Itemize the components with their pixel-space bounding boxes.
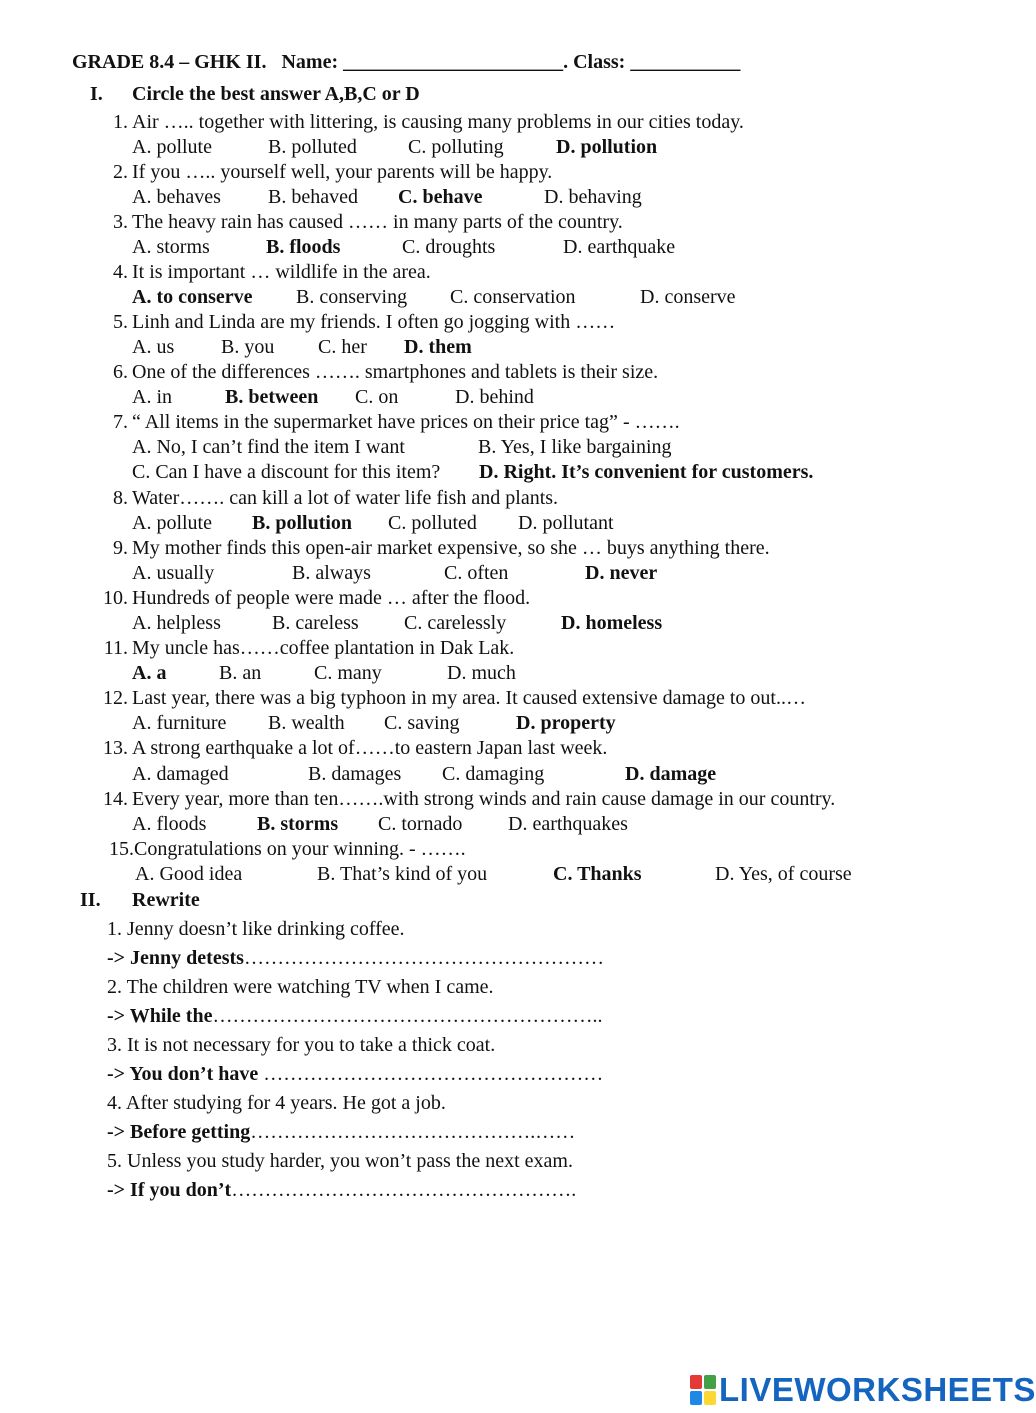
rewrite-blank[interactable]: …………………………………………… bbox=[263, 1063, 604, 1085]
name-label: Name: bbox=[281, 51, 339, 73]
answer-option[interactable]: C. polluting bbox=[408, 136, 504, 158]
answer-option[interactable]: B. polluted bbox=[268, 136, 357, 158]
answer-option[interactable]: D. behaving bbox=[544, 186, 642, 208]
answer-option[interactable]: A. in bbox=[132, 386, 172, 408]
answer-option[interactable]: A. pollute bbox=[132, 512, 212, 534]
question-text: Hundreds of people were made … after the flood. bbox=[132, 587, 531, 609]
question-text: My uncle has……coffee plantation in Dak Lak. bbox=[132, 637, 515, 659]
question-number: 10. bbox=[103, 587, 128, 609]
question-number: 15. bbox=[109, 838, 134, 860]
question-text: My mother finds this open-air market expensive, so she … buys anything there. bbox=[132, 537, 770, 559]
answer-option[interactable]: D. earthquake bbox=[563, 236, 676, 258]
question-text: Linh and Linda are my friends. I often go jogging with …… bbox=[132, 311, 616, 333]
answer-option[interactable]: C. droughts bbox=[402, 236, 496, 258]
rewrite-answer-line[interactable] bbox=[107, 1004, 602, 1028]
question-number: 13. bbox=[103, 737, 128, 759]
logo-mark-icon bbox=[690, 1375, 716, 1405]
answer-option[interactable]: C. her bbox=[318, 336, 367, 358]
answer-option[interactable]: A. us bbox=[132, 336, 175, 358]
section-2-numeral: II. bbox=[80, 889, 101, 911]
answer-option[interactable]: C. Can I have a discount for this item? bbox=[132, 461, 441, 483]
answer-option[interactable]: C. often bbox=[444, 562, 509, 584]
question-number: 7. bbox=[113, 411, 128, 433]
rewrite-start: -> You don’t have bbox=[107, 1063, 264, 1085]
section-1-numeral: I. bbox=[90, 83, 103, 105]
answer-option-correct[interactable]: B. floods bbox=[266, 236, 341, 258]
answer-option[interactable]: C. carelessly bbox=[404, 612, 507, 634]
question-number: 8. bbox=[113, 487, 128, 509]
answer-option[interactable]: A. storms bbox=[132, 236, 210, 258]
worksheet-header bbox=[72, 50, 740, 74]
answer-option[interactable]: A. Good idea bbox=[135, 863, 243, 885]
rewrite-start: -> If you don’t bbox=[107, 1179, 232, 1201]
answer-option[interactable]: A. helpless bbox=[132, 612, 221, 634]
rewrite-start: -> Jenny detests bbox=[107, 947, 244, 969]
name-blank[interactable]: ______________________ bbox=[343, 51, 564, 73]
question-number: 12. bbox=[103, 687, 128, 709]
rewrite-prompt: 5. Unless you study harder, you won’t pass the next exam. bbox=[107, 1150, 573, 1172]
question-number: 14. bbox=[103, 788, 128, 810]
question-number: 3. bbox=[113, 211, 128, 233]
question-text: Every year, more than ten…….with strong winds and rain cause damage in our country. bbox=[132, 788, 836, 810]
answer-option-correct[interactable]: C. behave bbox=[398, 186, 483, 208]
answer-option[interactable]: C. saving bbox=[384, 712, 460, 734]
rewrite-answer-line[interactable] bbox=[107, 1062, 603, 1086]
answer-option-correct[interactable]: D. homeless bbox=[561, 612, 663, 634]
answer-option[interactable]: C. conservation bbox=[450, 286, 576, 308]
answer-option[interactable]: B. That’s kind of you bbox=[317, 863, 488, 885]
answer-option-correct[interactable]: D. Right. It’s convenient for customers. bbox=[479, 461, 814, 483]
rewrite-blank[interactable]: …………………………………….…… bbox=[250, 1121, 576, 1143]
question-text: Last year, there was a big typhoon in my area. It caused extensive damage to out..… bbox=[132, 687, 806, 709]
rewrite-answer-line[interactable] bbox=[107, 1178, 576, 1202]
answer-option-correct[interactable]: B. storms bbox=[257, 813, 339, 835]
answer-option[interactable]: D. behind bbox=[455, 386, 534, 408]
answer-option[interactable]: D. Yes, of course bbox=[715, 863, 852, 885]
rewrite-start: -> While the bbox=[107, 1005, 213, 1027]
question-text: It is important … wildlife in the area. bbox=[132, 261, 431, 283]
answer-option[interactable]: A. floods bbox=[132, 813, 207, 835]
class-label: . Class: bbox=[563, 51, 626, 73]
answer-option[interactable]: A. damaged bbox=[132, 763, 229, 785]
question-text: Congratulations on your winning. - ……. bbox=[134, 838, 466, 860]
answer-option[interactable]: D. earthquakes bbox=[508, 813, 628, 835]
question-text: If you ….. yourself well, your parents will be happy. bbox=[132, 161, 553, 183]
answer-option[interactable]: D. pollutant bbox=[518, 512, 614, 534]
rewrite-prompt: 4. After studying for 4 years. He got a job. bbox=[107, 1092, 446, 1114]
answer-option[interactable]: A. furniture bbox=[132, 712, 227, 734]
rewrite-prompt: 1. Jenny doesn’t like drinking coffee. bbox=[107, 918, 405, 940]
answer-option-correct[interactable]: A. a bbox=[132, 662, 167, 684]
rewrite-prompt: 2. The children were watching TV when I came. bbox=[107, 976, 494, 998]
question-text: One of the differences ……. smartphones and tablets is their size. bbox=[132, 361, 659, 383]
rewrite-blank[interactable]: ……………………………………………… bbox=[243, 947, 604, 969]
question-number: 5. bbox=[113, 311, 128, 333]
rewrite-answer-line[interactable] bbox=[107, 1120, 575, 1144]
answer-option[interactable]: B. conserving bbox=[296, 286, 408, 308]
answer-option-correct[interactable]: B. between bbox=[225, 386, 319, 408]
rewrite-start: -> Before getting bbox=[107, 1121, 251, 1143]
answer-option[interactable]: B. always bbox=[292, 562, 371, 584]
question-text: Air ….. together with littering, is causing many problems in our cities today. bbox=[132, 111, 744, 133]
answer-option[interactable]: A. behaves bbox=[132, 186, 221, 208]
rewrite-blank[interactable]: ………………………………………………….. bbox=[212, 1005, 603, 1027]
worksheet-title: GRADE 8.4 – GHK II. bbox=[72, 51, 267, 73]
answer-option[interactable]: D. much bbox=[447, 662, 516, 684]
rewrite-prompt: 3. It is not necessary for you to take a thick coat. bbox=[107, 1034, 496, 1056]
answer-option[interactable]: A. No, I can’t find the item I want bbox=[132, 436, 405, 458]
question-text: A strong earthquake a lot of……to eastern Japan last week. bbox=[132, 737, 608, 759]
answer-option[interactable]: B. careless bbox=[272, 612, 359, 634]
answer-option-correct[interactable]: D. damage bbox=[625, 763, 717, 785]
answer-option-correct[interactable]: C. Thanks bbox=[553, 863, 642, 885]
answer-option[interactable]: C. damaging bbox=[442, 763, 545, 785]
question-text: “ All items in the supermarket have prices on their price tag” - ……. bbox=[132, 411, 680, 433]
rewrite-answer-line[interactable] bbox=[107, 946, 604, 970]
answer-option-correct[interactable]: D. property bbox=[516, 712, 616, 734]
question-number: 2. bbox=[113, 161, 128, 183]
answer-option[interactable]: B. wealth bbox=[268, 712, 345, 734]
answer-option-correct[interactable]: D. pollution bbox=[556, 136, 658, 158]
answer-option-correct[interactable]: A. to conserve bbox=[132, 286, 253, 308]
question-number: 11. bbox=[103, 637, 128, 659]
answer-option[interactable]: A. usually bbox=[132, 562, 215, 584]
answer-option[interactable]: B. Yes, I like bargaining bbox=[478, 436, 672, 458]
class-blank[interactable]: ___________ bbox=[630, 51, 741, 73]
answer-option[interactable]: D. conserve bbox=[640, 286, 736, 308]
answer-option[interactable]: C. tornado bbox=[378, 813, 463, 835]
question-number: 4. bbox=[113, 261, 128, 283]
liveworksheets-logo bbox=[690, 1370, 1036, 1410]
answer-option[interactable]: C. many bbox=[314, 662, 382, 684]
section-1-title: Circle the best answer A,B,C or D bbox=[132, 83, 420, 105]
answer-option[interactable]: B. damages bbox=[308, 763, 402, 785]
question-number: 1. bbox=[113, 111, 128, 133]
answer-option-correct[interactable]: B. pollution bbox=[252, 512, 353, 534]
question-text: The heavy rain has caused …… in many parts of the country. bbox=[132, 211, 623, 233]
question-text: Water……. can kill a lot of water life fish and plants. bbox=[132, 487, 559, 509]
answer-option-correct[interactable]: D. them bbox=[404, 336, 472, 358]
logo-text: LIVEWORKSHEETS bbox=[719, 1371, 1036, 1408]
answer-option-correct[interactable]: D. never bbox=[585, 562, 658, 584]
section-2-title: Rewrite bbox=[132, 889, 200, 911]
answer-option[interactable]: C. polluted bbox=[388, 512, 477, 534]
rewrite-blank[interactable]: ……………………………………………. bbox=[231, 1179, 577, 1201]
question-number: 9. bbox=[113, 537, 128, 559]
answer-option[interactable]: C. on bbox=[355, 386, 399, 408]
answer-option[interactable]: A. pollute bbox=[132, 136, 212, 158]
answer-option[interactable]: B. you bbox=[221, 336, 275, 358]
answer-option[interactable]: B. behaved bbox=[268, 186, 358, 208]
answer-option[interactable]: B. an bbox=[219, 662, 262, 684]
question-number: 6. bbox=[113, 361, 128, 383]
